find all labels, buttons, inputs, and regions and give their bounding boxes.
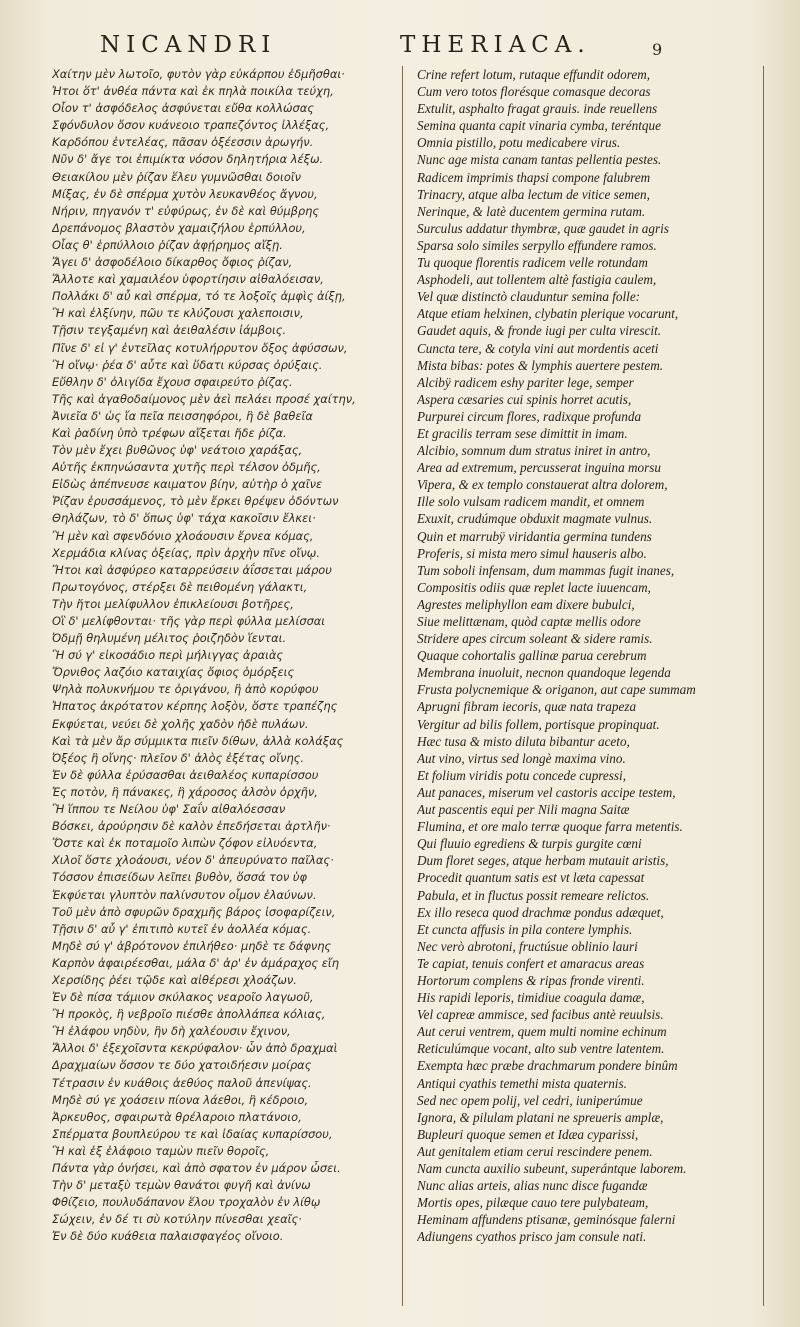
greek-verse-line: Οἷας θ' ἑρπύλλοιο ῥίζαν ἀφῄρημος αἴξῃ. [52, 237, 283, 252]
latin-verse-line: Semina quanta capit vinaria cymba, teréntque [417, 118, 661, 134]
greek-verse-line: Πολλάκι δ' αὖ καὶ σπέρμα, τό τε λοξοῖς ἀμφὶς ἀίξῃ, [52, 289, 346, 304]
greek-verse-line: Πάντα γὰρ ὀνήσει, καὶ ἀπὸ σφατον ἐν μάρον ὦσει. [52, 1161, 341, 1175]
greek-verse-line: Βόσκει, ἀρούρησιν δὲ καλὸν ἐπεδήσεται ἀρτλῆν· [52, 819, 331, 834]
latin-verse-line: Alcibio, somnum dum stratus iniret in antro, [417, 443, 651, 459]
greek-verse-line: Αὐτῆς ἐκπηνώσαντα χυτῆς περὶ τέλσον ὀδμῆς, [52, 460, 321, 475]
greek-verse-line: Τοῦ μὲν ἀπὸ σφυρῶν δραχμῆς βάρος ἰσοφαρίζειν, [52, 904, 336, 919]
greek-verse-line: Τῇσιν δ' αὖ γ' ἐπιτιπὸ κυτεῖ ἐν ἀολλέα κόμας. [52, 921, 312, 936]
latin-verse-line: Proferis, si mista mero simul hauseris albo. [417, 545, 647, 561]
greek-verse-line: Ἄλλοι δ' ἐξεχοῖσντα κεκρύφαλον· ὧν ἀπὸ δραχμαὶ [52, 1041, 338, 1056]
latin-verse-line: Asphodeli, aut tollentem altè fastigia caulem, [417, 272, 657, 288]
greek-verse-line: Ἄγει δ' ἀσφοδέλοιο δίκαρθος ὄφιος ῥίζαν, [52, 255, 293, 270]
latin-verse-line: Vel capreæ ammisce, sed facibus antè reuulsis. [417, 1007, 664, 1023]
greek-verse-line: Σπέρματα βουπλεύρου τε καὶ ἰδαίας κυπαρίσσου, [52, 1126, 333, 1141]
latin-verse-line: Cum vero totos florésque comasque decoras [417, 84, 651, 100]
page-header [0, 32, 800, 68]
greek-verse-line: Εὔθλην δ' ὀλιγίδα ἔχουσ σφαιρεύτο ῥίζας. [52, 374, 293, 389]
latin-verse-line: Extulit, asphalto fragat grauis. inde reuellens [417, 101, 658, 117]
latin-verse-line: Cuncta tere, & cotyla vini aut mordentis aceti [417, 340, 659, 356]
greek-verse-line: Ἐς ποτὸν, ἢ πάνακες, ἢ χάροσος ἀλσὸν ὀρχῆν, [52, 784, 318, 799]
greek-verse-line: Ὅστε καὶ ἐκ ποταμοῖο λιπὼν ζόφον εἰλυόεντα, [52, 836, 318, 851]
greek-verse-line: Χερσίδης ῥέει τῷδε καὶ αἰθέρεσι χλοάζων. [52, 972, 297, 987]
greek-verse-line: Ἢ καὶ ἐλξίνην, πῶυ τε κλύζουσι χαλεποισιν, [52, 306, 304, 321]
latin-verse-line: Te capiat, tenuis confert et amaracus areas [417, 955, 645, 971]
greek-verse-line: Καὶ τὰ μὲν ἄρ σύμμικτα πιεῖν δίθων, ἀλλὰ κολάξας [52, 733, 344, 748]
latin-verse-line: Aut panaces, miserum vel castoris accipe testem, [417, 784, 676, 800]
latin-verse-line: Et gracilis terram sese dimittit in imam. [417, 425, 628, 441]
latin-verse-line: Hæc tusa & misto diluta bibantur aceto, [417, 733, 630, 749]
greek-verse-line: Δραχμαίων ὅσσον τε δύο χατοιδήεσιν μοίρας [52, 1058, 312, 1073]
latin-verse-line: Quin et marrubÿ viridantia germina tundens [417, 528, 652, 544]
latin-verse-line: Ille solo vulsam radicem mandit, et omnem [417, 494, 645, 510]
greek-verse-line: Εκφύεται, νεύει δὲ χολῆς χαδὸν ἠδὲ πυλάων. [52, 716, 309, 731]
greek-verse-line: Τὴν ἤτοι μελίφυλλον ἐπικλείουσι βοτῆρες, [52, 596, 294, 611]
greek-verse-line: Δρεπάνομος βλαστὸν χαμαιζήλου ἑρπύλλου, [52, 220, 306, 235]
latin-verse-line: Ignora, & pilulam platani ne spreueris amplæ, [417, 1109, 664, 1125]
greek-verse-line: Τὸν μὲν ἔχει βυθῶνος ὑφ' νεάτοιο χαράξας, [52, 443, 303, 458]
latin-verse-line: Tum soboli infensam, dum mammas fugit inanes, [417, 562, 675, 578]
latin-verse-line: Et folium viridis potu concede cupressi, [417, 767, 627, 783]
latin-verse-line: Aprugni fibram iecoris, quæ nata trapeza [417, 699, 637, 715]
greek-verse-line: Νήριν, πηγανόν τ' εὐφύρως, ἐν δὲ καὶ θύμβρης [52, 203, 320, 218]
greek-verse-line: Εἰδὼς ἀπέπνευσε καιματον βίην, αὐτὴρ ὁ χαῖνε [52, 477, 323, 492]
greek-verse-line: Μηδὲ σύ γε χοάσειν πίονα λάεθοι, ἢ κέδροιο, [52, 1092, 309, 1107]
latin-verse-line: Nam cuncta auxilio subeunt, superántque laborem. [417, 1161, 687, 1176]
right-running-title: THERIACA. [400, 32, 591, 58]
latin-verse-line: Mista bibas: potes & lymphis auertere pestem. [417, 357, 664, 373]
latin-verse-line: Exuxit, crudúmque obduxit magmate vulnus. [417, 511, 653, 527]
latin-verse-line: Sparsa solo similes serpyllo effundere ramos. [417, 237, 657, 253]
latin-verse-line: Atque etiam helxinen, clybatin plerique vocarunt, [417, 306, 679, 322]
greek-verse-line: Ὀδμῇ θηλυμένη μέλιτος ῥοιζηδὸν ἵενται. [52, 631, 287, 646]
latin-verse-line: Antiqui cyathis temethi mista quaternis. [417, 1075, 627, 1091]
latin-verse-line: Agrestes meliphyllon eam dixere bubulci, [417, 596, 635, 612]
greek-verse-line: Οἶον τ' ἀσφόδελος ἀσφύνεται εὔθα κολλώσας [52, 101, 314, 116]
greek-verse-line: Ἢ οἴνῳ· ῥέα δ' αὖτε καὶ ὕδατι κύρσας ὀρύξαις. [52, 357, 323, 372]
greek-verse-line: Ἢ καὶ ἐξ ἐλάφοιο ταμὼν πιεῖν θοροῖς, [52, 1143, 270, 1158]
latin-text-column [402, 66, 764, 1306]
latin-verse-line: Area ad extremum, percusserat inguina morsu [417, 460, 661, 476]
greek-verse-line: Ἀρκευθος, σφαιρωτὰ θρέλαροιο πλατάνοιο, [52, 1109, 302, 1124]
greek-verse-line: Καρπὸν ἀφαιρέεσθαι, μάλα δ' ἀρ' ἐν ἀμάραχος εἴη [52, 955, 339, 970]
greek-verse-line: Φθίζειο, πουλυδάπανον ἕλου τροχαλὸν ἐν λίθῳ [52, 1195, 321, 1210]
latin-verse-line: Gaudet aquis, & fronde iugi per culta virescit. [417, 323, 662, 339]
greek-verse-line: Ἐκφύεται γλυπτὸν παλίνσυτον οἶμον ἐλαύνων. [52, 887, 317, 902]
greek-verse-line: Ῥίζαν ἐρυσσάμενος, τὸ μὲν ἔρκει θρέψεν ὀδόντων [52, 494, 339, 509]
latin-verse-line: Purpurei circum flores, radixque profunda [417, 408, 642, 424]
latin-verse-line: Mortis opes, pilæque cauo tere pulybateam, [417, 1195, 649, 1211]
left-running-title: NICANDRI [100, 32, 277, 58]
latin-verse-line: Alcibÿ radicem eshy pariter lege, semper [417, 374, 634, 390]
greek-verse-line: Ἠπατος ἀκρότατον κέρπης λοξὸν, ὅστε τραπέζης [52, 699, 338, 714]
greek-verse-line: Ὄρνιθος λαζόιο καταιχίας ὄφιος ὁμόρξεις [52, 665, 295, 680]
latin-verse-line: Omnia pistillo, potu medicabere virus. [417, 135, 621, 151]
latin-verse-line: Nunc age mista canam tantas pellentia pestes. [417, 152, 662, 168]
latin-verse-line: Surculus addatur thymbræ, quæ gaudet in agris [417, 220, 669, 236]
greek-verse-line: Ἢ ἐλάφου νηδὺν, ἢν δὴ χαλέουσιν ἔχινον, [52, 1024, 291, 1039]
page-number: 9 [652, 40, 663, 59]
latin-verse-line: Pabula, et in fluctus possit remeare relictos. [417, 887, 650, 903]
latin-verse-line: Aut vino, virtus sed longè maxima vino. [417, 750, 626, 766]
greek-verse-line: Τὴν δ' μεταξὺ τεμὼν θανάτοι φυγῆ καὶ ἀνίνω [52, 1178, 311, 1193]
greek-verse-line: Ὀξέος ἢ οἴνης· πλεῖον δ' ἀλὸς ἐξέτας οἴνης. [52, 750, 304, 765]
latin-verse-line: Trinacry, atque alba lectum de vitice semen, [417, 186, 650, 202]
greek-verse-line: Τῆς καὶ ἀγαθοδαίμονος μὲν ἀεὶ πελάει προσέ χαίτην, [52, 391, 356, 406]
greek-verse-line: Χαίτην μὲν λωτοῖο, φυτὸν γὰρ εὐκάρπου ἐδμῆσθαι· [52, 67, 345, 81]
latin-verse-line: Radicem imprimis thapsi compone falubrem [417, 169, 651, 185]
greek-verse-line: Πρωτογόνος, στέρξει δὲ πειθομένη γάλακτι, [52, 579, 308, 594]
greek-verse-line: Θειακίλου μὲν ῥίζαν ἕλευ γυμνῶσθαι δοιοῖν [52, 169, 302, 184]
latin-verse-line: Heminam affundens ptisanæ, geminósque falerni [417, 1212, 676, 1228]
greek-verse-line: Νῦν δ' ἄγε τοι ἐπιμίκτα νόσον δηλητήρια λέξω. [52, 152, 324, 167]
greek-verse-line: Ἠτοι ὅτ' ἀνθέα πάντα καὶ ἐκ πηλὰ ποικίλα τεύχη, [52, 84, 334, 99]
latin-verse-line: Tu quoque florentis radicem velle rotundam [417, 255, 648, 271]
greek-verse-line: Μηδὲ σύ γ' ἀβρότονον ἐπιλήθεο· μηδὲ τε δάφνης [52, 938, 332, 953]
latin-verse-line: Compositis odiis quæ replet lacte iuuencam, [417, 579, 651, 595]
greek-verse-line: Τόσσον ἐπισείδων λεῖπει βυθὸν, ὅσσά τον ὑφ [52, 870, 308, 885]
latin-verse-line: Aut cerui ventrem, quem multi nomine echinum [417, 1024, 667, 1040]
latin-verse-line: Ex illo reseca quod drachmæ pondus adæquet, [417, 904, 664, 920]
greek-verse-line: Ψηλὰ πολυκνήμου τε ὀριγάνου, ἢ ἀπὸ κορύφου [52, 682, 319, 697]
latin-verse-line: Vergitur ad bilis follem, portisque propinquat. [417, 716, 660, 732]
greek-verse-line: Καρδόπου ἐντελέας, πᾶσαν ὀξέεσσιν ἀρωγήν. [52, 135, 314, 150]
greek-verse-line: Σφόνδυλον ὄσον κυάνεοιο τραπεζόντος ἰλλέξας, [52, 118, 330, 133]
greek-verse-line: Ἐν δὲ φύλλα ἐρύσασθαι ἀειθαλέος κυπαρίσσου [52, 767, 319, 782]
latin-verse-line: Aut genitalem etiam cerui rescindere penem. [417, 1143, 653, 1159]
greek-verse-line: Πῖνε δ' εἰ γ' ἐντεῖλας κοτυλήρρυτον ὄξος ἀφύσσων, [52, 340, 348, 355]
greek-verse-line: Τῇσιν τεγξαμένη καὶ ἀειθαλέσιν ἰάμβοις. [52, 323, 287, 338]
latin-verse-line: Vipera, & ex templo constauerat altra dolorem, [417, 477, 668, 493]
greek-verse-line: Θηλάζων, τὸ δ' ὅπως ὑφ' τάχα κακοῖσιν ἔλκει· [52, 511, 316, 526]
greek-verse-line: Οἳ δ' μελίφθονται· τῆς γὰρ περὶ φύλλα μελίσσαι [52, 614, 326, 628]
latin-verse-line: Aut pascentis equi per Nili magna Saitæ [417, 802, 630, 818]
greek-verse-line: Χιλοῖ ὅστε χλοάουσι, νέον δ' ἀπευρύνατο παῖλας· [52, 853, 334, 868]
latin-verse-line: Crine refert lotum, rutaque effundit odorem, [417, 67, 651, 82]
greek-verse-line: Ἤτοι καὶ ἀσφύρεο καταρρεύσειν ἀΐσσεται μάρου [52, 562, 332, 577]
latin-verse-line: Vel quæ distinctò clauduntur semina folle: [417, 289, 641, 305]
greek-verse-line: Ἢ ἵππου τε Νείλου ὑφ' Σαΐν αἰθαλόεσσαν [52, 802, 286, 817]
greek-verse-line: Ἐν δὲ πίσα τάμιον σκύλακος νεαροῖο λαγωοῦ, [52, 990, 314, 1005]
greek-verse-line: Ἐν δὲ δύο κυάθεια παλαισφαγέος οἴνοιο. [52, 1229, 284, 1244]
latin-verse-line: Stridere apes circum soleant & sidere ramis. [417, 631, 653, 647]
latin-verse-line: Exempta hæc præbe drachmarum pondere binûm [417, 1058, 678, 1074]
greek-verse-line: Σώχειν, ἐν δέ τι σὺ κοτύλην πίνεσθαι χεαῖς· [52, 1212, 302, 1227]
latin-verse-line: Sed nec opem polij, vel cedri, iuniperúmue [417, 1092, 643, 1108]
greek-verse-line: Καὶ ῥαδίνη ὑπὸ τρέφων αἴξεται ἤδε ῥίζα. [52, 425, 287, 440]
greek-verse-line: Ἄλλοτε καὶ χαμαιλέον ὑφορτίησιν αἰθαλόεισαν, [52, 272, 324, 287]
latin-verse-line: Et cuncta affusis in pila contere lymphis. [417, 921, 633, 937]
greek-verse-line: Ἢ σύ γ' εἰκοσάδιο περὶ μήλιγγας ἀραιὰς [52, 648, 284, 663]
greek-verse-line: Ἢ προκὸς, ἢ νεβροῖο πιέσθε ἀπολλάπεα κόλιας, [52, 1007, 326, 1022]
latin-verse-line: Qui fluuio egrediens & turpis gurgite cœni [417, 836, 642, 852]
latin-verse-line: His rapidi leporis, timidiue coagula damæ, [417, 990, 645, 1006]
latin-verse-line: Quaque cohortalis gallinæ parua cerebrum [417, 648, 647, 664]
latin-verse-line: Nunc alias arteis, alias nunc disce fugandæ [417, 1178, 648, 1194]
greek-verse-line: Μίξας, ἐν δὲ σπέρμα χυτὸν λευκανθέος ἄγνου, [52, 186, 318, 201]
latin-verse-line: Nerinque, & latè ducentem germina rutam. [417, 203, 646, 219]
greek-text-column [52, 66, 392, 1245]
latin-verse-line: Hortorum complens & ripas fronde virenti. [417, 972, 645, 988]
latin-verse-line: Bupleuri quoque semen et Idæa cyparissi, [417, 1126, 639, 1142]
greek-verse-line: Ἢ μὲν καὶ σφενδόνιο χλοάουσιν ἔρνεα κόμας, [52, 528, 314, 543]
latin-verse-line: Membrana inuoluit, necnon quandoque legenda [417, 665, 671, 681]
latin-verse-line: Reticulúmque vocant, alto sub ventre latentem. [417, 1041, 665, 1057]
greek-verse-line: Ἀνιεῖα δ' ὡς ἴα πεῖα πεισσηφόροι, ἢ δὲ βαθεῖα [52, 408, 313, 423]
latin-verse-line: Adiungens cyathos prisco jam consule nati. [417, 1229, 647, 1245]
greek-verse-line: Χερμάδια κλίνας ὀξείας, πρὶν ἀρχὴν πῖνε οἴνῳ. [52, 545, 320, 560]
latin-verse-line: Procedit quantum satis est vt læta capessat [417, 870, 645, 886]
latin-verse-line: Siue melittænam, quòd captæ mellis odore [417, 614, 641, 629]
latin-verse-line: Frusta polycnemique & origanon, aut cape summam [417, 682, 696, 698]
greek-verse-line: Τέτρασιν ἐν κυάθοις ἀεθύος παλοῦ ἀπενίψας. [52, 1075, 312, 1090]
latin-verse-line: Nec verò abrotoni, fructúsue oblinio lauri [417, 938, 638, 954]
latin-verse-line: Flumina, et ore malo terræ quoque farra metentis. [417, 819, 683, 835]
latin-verse-line: Aspera cæsaries cui spinis horret acutis, [417, 391, 632, 407]
latin-verse-line: Dum floret seges, atque herbam mutauit aristis, [417, 853, 669, 869]
